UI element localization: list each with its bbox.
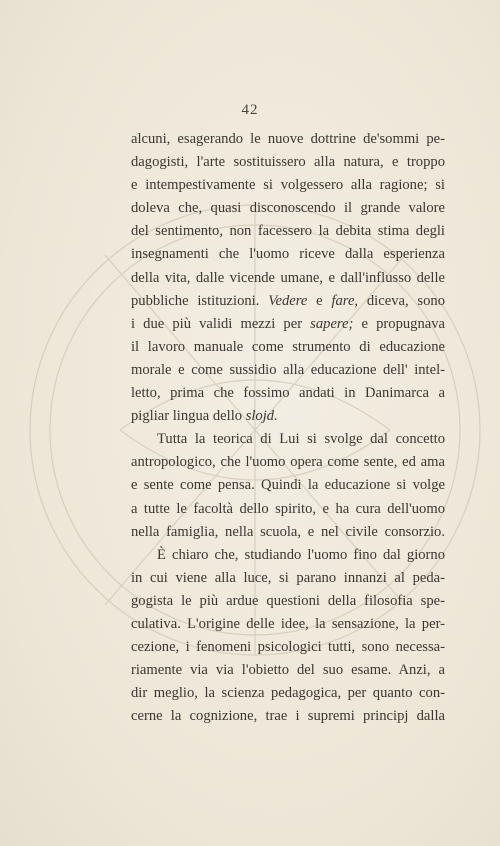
page-number: 42 (241, 102, 259, 118)
text-line: alcuni, esagerando le nuove dottrine de'sommi pe- (131, 131, 445, 147)
italic-run: Vedere (268, 292, 308, 309)
italic-run: fare, (331, 292, 359, 309)
text-line: a tutte le facoltà dello spirito, e ha cura dell'uomo (131, 500, 445, 517)
text-line (131, 405, 445, 428)
text-line: cerne la cognizione, trae i supremi principj dalla (131, 708, 445, 725)
text-line: della vita, dalle vicende umane, e dall'influsso delle (131, 269, 445, 286)
text-line: cezione, i fenomeni psicologici tutti, sono necessa- (131, 639, 445, 656)
text-line: insegnamenti che l'uomo riceve dalla esperienza (131, 246, 445, 263)
text-line: Tutta la teorica di Lui si svolge dal concetto (157, 431, 445, 448)
text-line: in cui viene alla luce, si parano innanzi al peda- (131, 569, 445, 586)
text-run: pigliar lingua dello (131, 408, 246, 425)
text-line: gogista le più ardue questioni della filosofia spe- (131, 592, 445, 609)
text-line (131, 290, 445, 313)
text-run: diceva, sono (358, 292, 445, 309)
text-line: letto, prima che fossimo andati in Danimarca a (131, 385, 445, 402)
text-line: riamente via via l'obietto del suo esame. Anzi, a (131, 662, 445, 679)
text-line: nella famiglia, nella scuola, e nel civile consorzio. (131, 523, 445, 540)
text-line: e sente come pensa. Quindi la educazione si volge (131, 477, 445, 494)
text-line: e intempestivamente si volgessero alla ragione; si (131, 177, 445, 194)
text-line: morale e come sussidio alla educazione dell' intel- (131, 361, 445, 378)
text-line (131, 313, 445, 336)
text-run: pubbliche istituzioni. (131, 292, 269, 309)
italic-run: sapere; (310, 315, 354, 332)
text-line: doleva che, quasi disconoscendo il grande valore (131, 200, 445, 217)
italic-run: slojd. (245, 408, 278, 425)
text-line: del sentimento, non facessero la debita stima degli (131, 223, 445, 240)
text-line: dir meglio, la scienza pedagogica, per quanto con- (131, 685, 445, 702)
text-line: È chiaro che, studiando l'uomo fino dal giorno (157, 546, 445, 563)
text-run: e (307, 292, 332, 309)
text-run: i due più validi mezzi per (131, 315, 311, 332)
text-line: dagogisti, l'arte sostituissero alla natura, e troppo (131, 154, 445, 171)
text-line: culativa. L'origine delle idee, la sensazione, la per- (131, 615, 445, 632)
text-line: antropologico, che l'uomo opera come sente, ed ama (131, 454, 445, 471)
text-run: e propugnava (353, 315, 446, 332)
text-line: il lavoro manuale come strumento di educazione (131, 338, 445, 355)
body-text (131, 128, 445, 728)
